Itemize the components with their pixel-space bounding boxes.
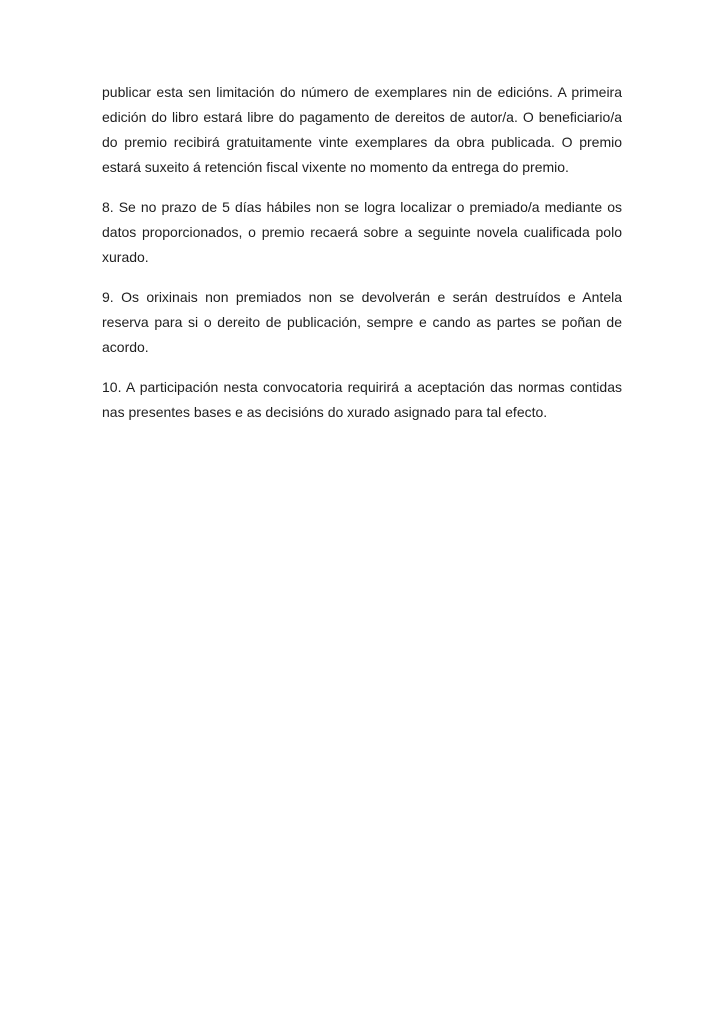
document-body (102, 80, 622, 440)
paragraph-clause-9: 9. Os orixinais non premiados non se devolverán e serán destruídos e Antela reserva para si o dereito de publicación, sempre e cando as partes se poñan de acordo. (102, 289, 622, 355)
paragraph-clause-8: 8. Se no prazo de 5 días hábiles non se logra localizar o premiado/a mediante os datos proporcionados, o premio recaerá sobre a seguinte novela cualificada polo xurado. (102, 199, 622, 265)
paragraph-clause-10: 10. A participación nesta convocatoria requirirá a aceptación das normas contidas nas presentes bases e as decisións do xurado asignado para tal efecto. (102, 379, 622, 420)
paragraph-continuation: publicar esta sen limitación do número de exemplares nin de edicións. A primeira edición do libro estará libre do pagamento de dereitos de autor/a. O beneficiario/a do premio recibirá gratuitamente vinte exemplares da obra publicada. O premio estará suxeito á retención fiscal vixente no momento da entrega do premio. (102, 84, 622, 175)
